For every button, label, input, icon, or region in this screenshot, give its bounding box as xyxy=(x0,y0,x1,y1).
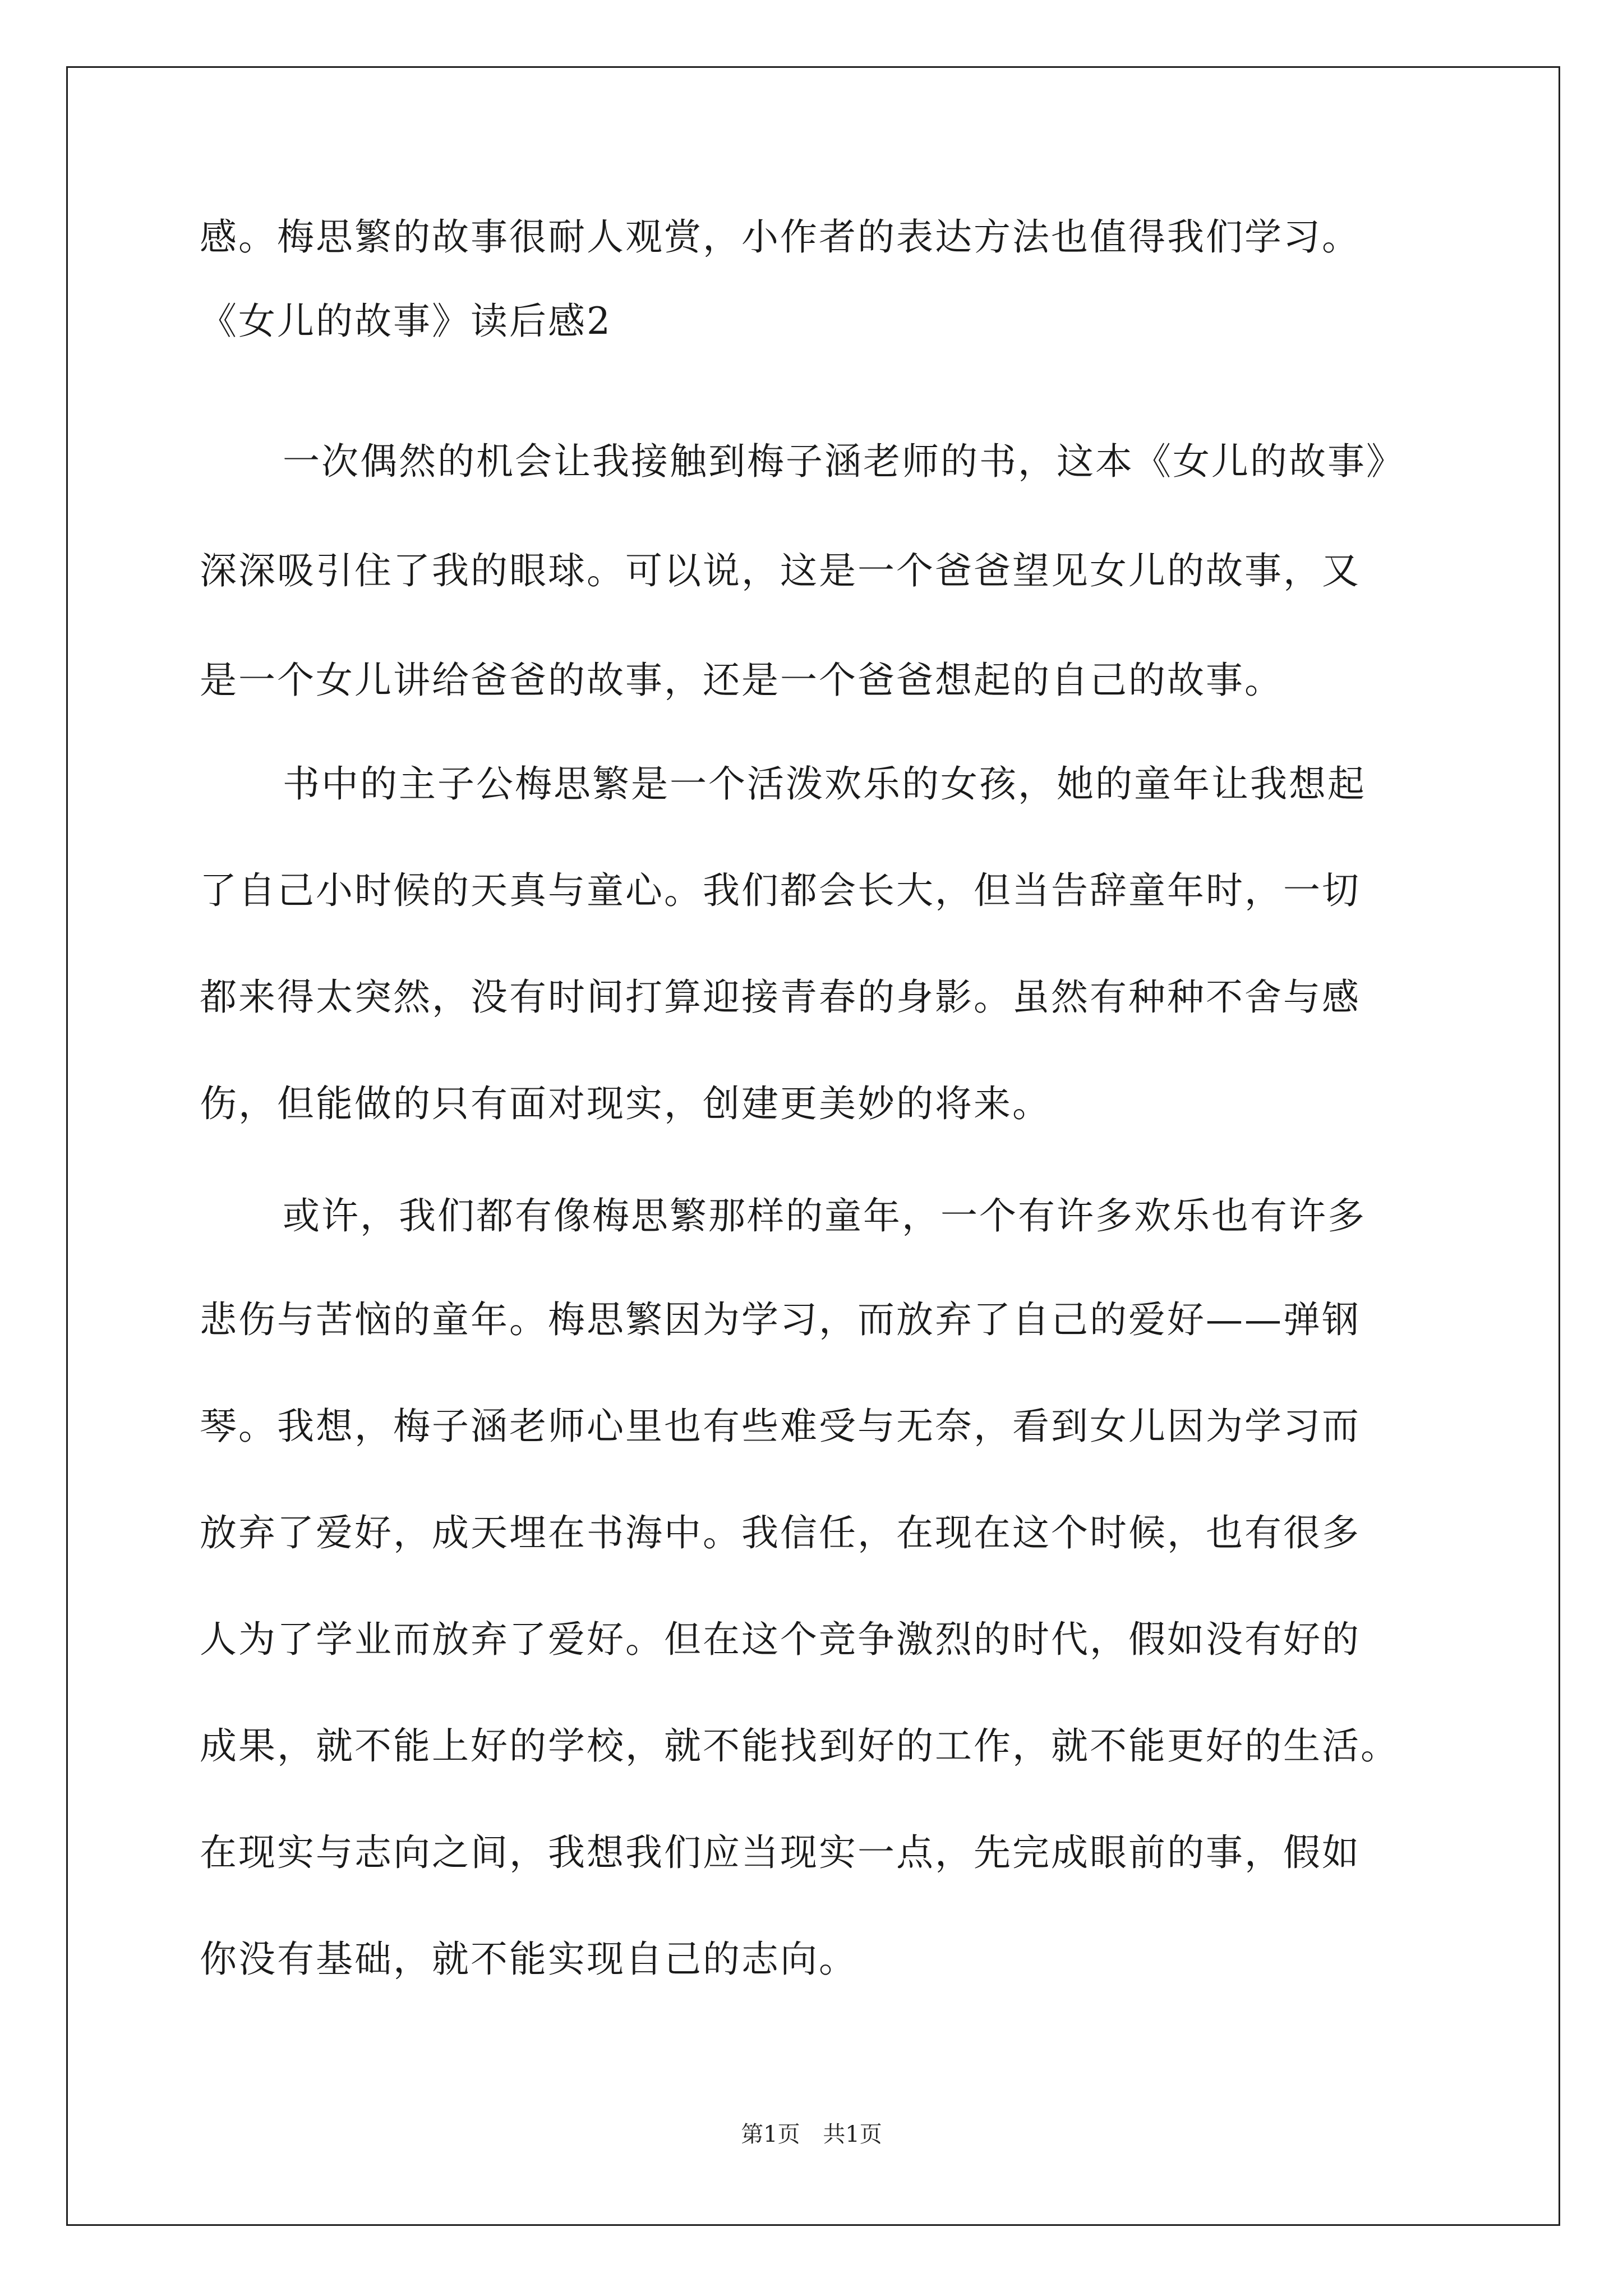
page-total: 共1页 xyxy=(823,2122,882,2147)
body-line-13: 放弃了爱好，成天埋在书海中。我信任，在现在这个时候，也有很多 xyxy=(200,1511,1361,1554)
body-line-12: 琴。我想，梅子涵老师心里也有些难受与无奈，看到女儿因为学习而 xyxy=(200,1405,1361,1448)
body-line-10: 或许，我们都有像梅思繁那样的童年，一个有许多欢乐也有许多 xyxy=(283,1194,1366,1237)
body-line-8: 都来得太突然，没有时间打算迎接青春的身影。虽然有种种不舍与感 xyxy=(200,976,1361,1019)
body-line-9: 伤，但能做的只有面对现实，创建更美妙的将来。 xyxy=(200,1082,1051,1125)
body-line-7: 了自己小时候的天真与童心。我们都会长大，但当告辞童年时，一切 xyxy=(200,869,1361,912)
body-line-1: 感。梅思繁的故事很耐人观赏，小作者的表达方法也值得我们学习。 xyxy=(200,215,1361,259)
section-title: 《女儿的故事》读后感2 xyxy=(200,300,612,343)
body-line-15: 成果，就不能上好的学校，就不能找到好的工作，就不能更好的生活。 xyxy=(200,1724,1399,1768)
body-line-17: 你没有基础，就不能实现自己的志向。 xyxy=(200,1938,857,1981)
body-line-5: 是一个女儿讲给爸爸的故事，还是一个爸爸想起的自己的故事。 xyxy=(200,659,1283,702)
page-border xyxy=(66,66,1560,2226)
page-footer xyxy=(0,2123,1623,2146)
body-line-4: 深深吸引住了我的眼球。可以说，这是一个爸爸望见女儿的故事，又 xyxy=(200,549,1361,592)
body-line-11: 悲伤与苦恼的童年。梅思繁因为学习，而放弃了自己的爱好——弹钢 xyxy=(200,1298,1361,1341)
page-number: 第1页 xyxy=(741,2122,800,2147)
body-line-6: 书中的主子公梅思繁是一个活泼欢乐的女孩，她的童年让我想起 xyxy=(283,762,1366,806)
body-line-16: 在现实与志向之间，我想我们应当现实一点，先完成眼前的事，假如 xyxy=(200,1831,1361,1874)
body-line-3: 一次偶然的机会让我接触到梅子涵老师的书，这本《女儿的故事》 xyxy=(283,440,1405,483)
body-line-14: 人为了学业而放弃了爱好。但在这个竞争激烈的时代，假如没有好的 xyxy=(200,1618,1361,1661)
